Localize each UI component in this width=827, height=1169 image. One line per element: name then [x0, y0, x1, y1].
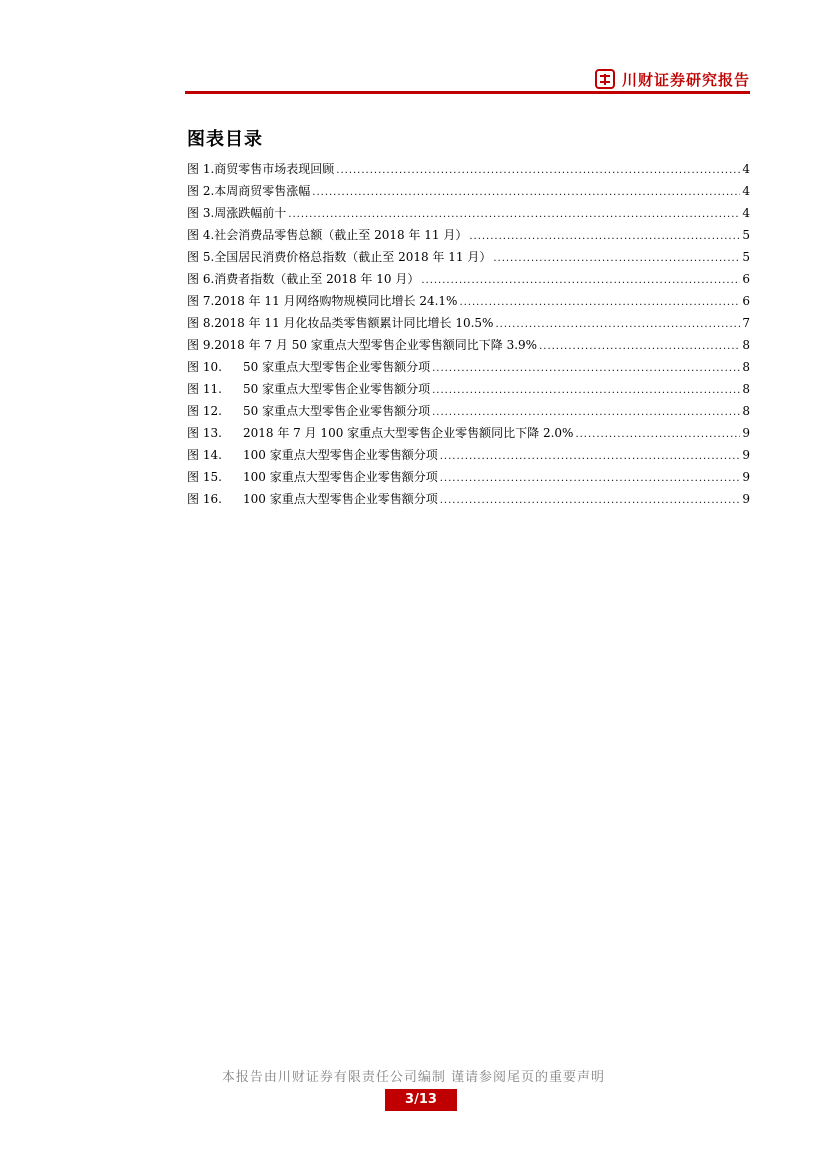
toc-entry-label: 图 10.: [187, 360, 222, 374]
toc-title: 图表目录: [187, 129, 263, 150]
toc-leader: [469, 224, 740, 246]
toc-entry-label: 图 5.: [187, 250, 215, 264]
toc-entry-caption: 100 家重点大型零售企业零售额分项: [243, 470, 438, 484]
toc-entry[interactable]: [187, 312, 750, 334]
toc-entry[interactable]: [187, 444, 750, 466]
toc-leader: [539, 334, 740, 356]
toc-entry-label: 图 2.: [187, 184, 215, 198]
toc-entry-page: 8: [742, 404, 750, 418]
toc-entry[interactable]: [187, 422, 750, 444]
toc-entry-page: 4: [742, 184, 750, 198]
toc-entry-page: 9: [742, 426, 750, 440]
toc-entry-caption: 100 家重点大型零售企业零售额分项: [243, 492, 438, 506]
toc-leader: [432, 378, 740, 400]
toc-leader: [421, 268, 740, 290]
page-header: [185, 66, 750, 94]
toc-entry-caption: 周涨跌幅前十: [214, 206, 287, 220]
toc-entry-page: 8: [742, 382, 750, 396]
toc-entry-page: 9: [742, 470, 750, 484]
toc-entry-page: 8: [742, 338, 750, 352]
toc-entry[interactable]: [187, 290, 750, 312]
toc-entry[interactable]: [187, 334, 750, 356]
toc-entry-page: 9: [742, 448, 750, 462]
toc-entry-page: 4: [742, 162, 750, 176]
toc-leader: [440, 444, 741, 466]
toc-entry-label: 图 14.: [187, 448, 222, 462]
toc-entry[interactable]: [187, 400, 750, 422]
toc-leader: [459, 290, 740, 312]
toc-entry-page: 6: [742, 294, 750, 308]
toc-entry[interactable]: [187, 202, 750, 224]
toc-entry-label: 图 8.: [187, 316, 215, 330]
toc-entry-caption: 2018 年 7 月 100 家重点大型零售企业零售额同比下降 2.0%: [243, 426, 574, 440]
toc-entry-page: 7: [742, 316, 750, 330]
toc-entry-caption: 消费者指数（截止至 2018 年 10 月）: [214, 272, 420, 286]
toc-leader: [495, 312, 740, 334]
toc-entry-caption: 50 家重点大型零售企业零售额分项: [243, 382, 431, 396]
toc-entry-label: 图 13.: [187, 426, 222, 440]
toc-leader: [493, 246, 740, 268]
toc-entry[interactable]: [187, 378, 750, 400]
toc-entry-label: 图 6.: [187, 272, 215, 286]
toc-entry-label: 图 9.: [187, 338, 215, 352]
toc-entry[interactable]: [187, 224, 750, 246]
toc-entry-caption: 2018 年 11 月化妆品类零售额累计同比增长 10.5%: [214, 316, 494, 330]
toc-entry-caption: 商贸零售市场表现回顾: [214, 162, 335, 176]
toc-entry-label: 图 11.: [187, 382, 222, 396]
toc-entry[interactable]: [187, 268, 750, 290]
toc-entry-label: 图 16.: [187, 492, 222, 506]
toc-entry-label: 图 4.: [187, 228, 215, 242]
toc-entry-caption: 本周商贸零售涨幅: [214, 184, 311, 198]
toc-entry[interactable]: [187, 466, 750, 488]
toc-entry-page: 9: [742, 492, 750, 506]
toc-entry-caption: 100 家重点大型零售企业零售额分项: [243, 448, 438, 462]
toc-entry-caption: 50 家重点大型零售企业零售额分项: [243, 360, 431, 374]
toc-entry[interactable]: [187, 246, 750, 268]
toc-entry-page: 4: [742, 206, 750, 220]
toc-leader: [432, 356, 740, 378]
company-logo-icon: [595, 69, 615, 89]
toc-entry-caption: 2018 年 11 月网络购物规模同比增长 24.1%: [214, 294, 458, 308]
toc-leader: [288, 202, 740, 224]
toc-entry-page: 6: [742, 272, 750, 286]
toc-leader: [336, 158, 740, 180]
toc-entry-label: 图 1.: [187, 162, 215, 176]
header-divider: [185, 91, 750, 94]
toc-entry[interactable]: [187, 158, 750, 180]
toc-entry[interactable]: [187, 488, 750, 510]
toc-entry-caption: 社会消费品零售总额（截止至 2018 年 11 月）: [214, 228, 468, 242]
toc-entry-caption: 全国居民消费价格总指数（截止至 2018 年 11 月）: [214, 250, 492, 264]
page-number: 3/13: [385, 1089, 457, 1111]
toc-leader: [575, 422, 740, 444]
toc-entry-page: 8: [742, 360, 750, 374]
footer-disclaimer: 本报告由川财证券有限责任公司编制 谨请参阅尾页的重要声明: [221, 1070, 606, 1085]
toc-entry-page: 5: [742, 250, 750, 264]
toc-leader: [440, 488, 741, 510]
toc-leader: [432, 400, 740, 422]
toc-leader: [440, 466, 741, 488]
toc-leader: [312, 180, 740, 202]
toc-entry-label: 图 7.: [187, 294, 215, 308]
toc-entry[interactable]: [187, 180, 750, 202]
toc-entry-page: 5: [742, 228, 750, 242]
toc-entry[interactable]: [187, 356, 750, 378]
toc-entry-caption: 2018 年 7 月 50 家重点大型零售企业零售额同比下降 3.9%: [214, 338, 538, 352]
brand: [595, 68, 750, 90]
figure-list: [187, 158, 750, 510]
toc-entry-label: 图 12.: [187, 404, 222, 418]
toc-entry-label: 图 3.: [187, 206, 215, 220]
toc-entry-label: 图 15.: [187, 470, 222, 484]
toc-entry-caption: 50 家重点大型零售企业零售额分项: [243, 404, 431, 418]
brand-name: 川财证券研究报告: [621, 70, 750, 89]
